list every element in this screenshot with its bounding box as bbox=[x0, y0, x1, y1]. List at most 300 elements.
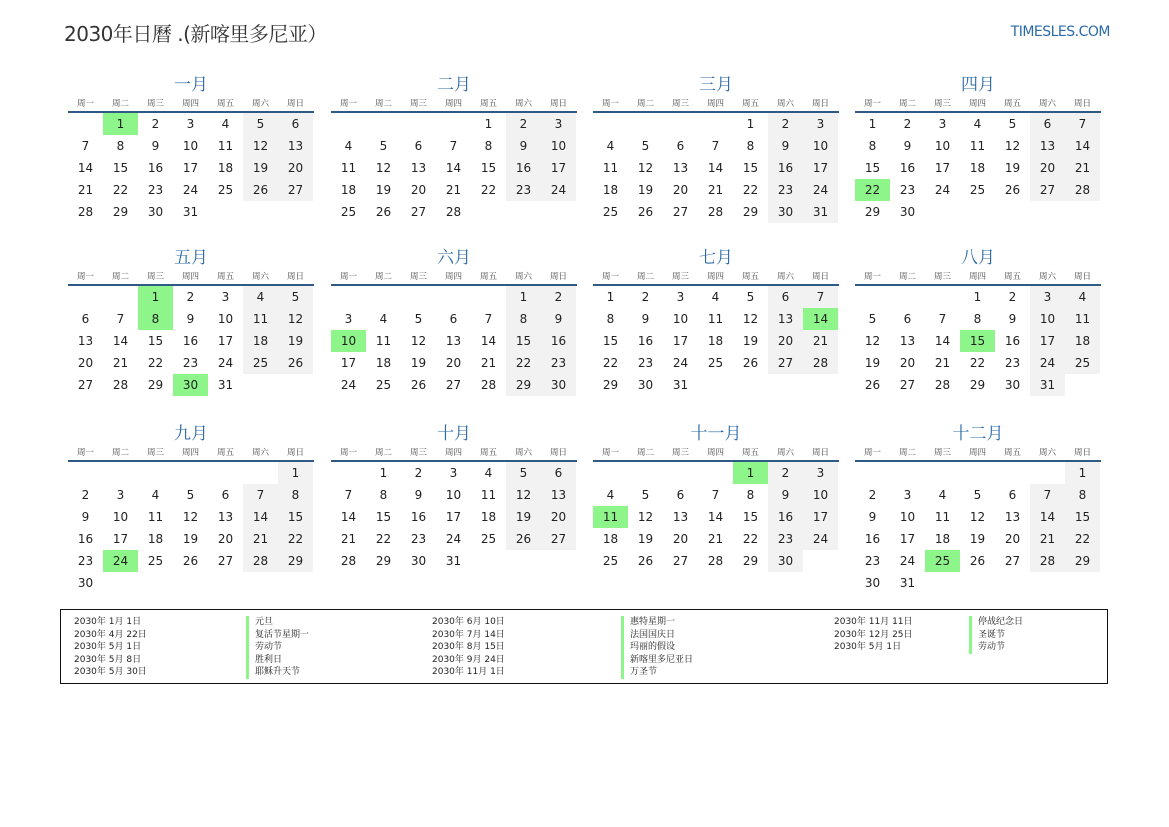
day-cell: 30 bbox=[768, 550, 803, 572]
day-cell: 24 bbox=[445, 532, 462, 546]
day-cell: 10 bbox=[445, 488, 462, 502]
weekday-header-row bbox=[68, 447, 314, 462]
day-cell: 10 bbox=[934, 139, 951, 153]
day-cell: 24 bbox=[340, 378, 357, 392]
day-cell: 12 bbox=[969, 510, 986, 524]
day-cell: 18 bbox=[480, 510, 497, 524]
empty-day-cell bbox=[366, 113, 401, 135]
day-cell: 6 bbox=[1030, 113, 1065, 135]
day-cell: 4 bbox=[151, 488, 160, 502]
day-cell: 13 bbox=[1004, 510, 1021, 524]
day-cell: 30 bbox=[1004, 378, 1021, 392]
day-cell: 26 bbox=[410, 378, 427, 392]
day-cell: 19 bbox=[410, 356, 427, 370]
empty-day-cell bbox=[138, 462, 173, 484]
day-cell: 17 bbox=[445, 510, 462, 524]
day-cell: 6 bbox=[676, 488, 685, 502]
weekday-label: 周三 bbox=[933, 99, 951, 109]
day-cell: 16 bbox=[1004, 334, 1021, 348]
day-cell: 14 bbox=[707, 161, 724, 175]
day-cell: 3 bbox=[449, 466, 458, 480]
days-grid bbox=[331, 113, 577, 223]
day-cell: 11 bbox=[480, 488, 497, 502]
legend-date: 2030年 5月 8日 bbox=[74, 654, 142, 665]
weekday-label: 周日 bbox=[811, 272, 829, 282]
day-cell: 27 bbox=[1004, 554, 1021, 568]
day-cell: 23 bbox=[541, 352, 576, 374]
days-grid bbox=[855, 462, 1101, 594]
weekday-label: 周三 bbox=[409, 448, 427, 458]
weekday-header-row bbox=[593, 98, 839, 113]
day-cell: 24 bbox=[803, 528, 838, 550]
day-cell: 6 bbox=[768, 286, 803, 308]
day-cell: 6 bbox=[449, 312, 458, 326]
legend-names-col-1 bbox=[246, 616, 309, 679]
day-cell: 16 bbox=[506, 157, 541, 179]
day-cell: 7 bbox=[938, 312, 947, 326]
day-cell: 2 bbox=[768, 462, 803, 484]
day-cell: 15 bbox=[742, 161, 759, 175]
weekday-label: 周日 bbox=[286, 272, 304, 282]
day-cell: 9 bbox=[186, 312, 195, 326]
day-cell: 21 bbox=[480, 356, 497, 370]
day-cell: 3 bbox=[676, 290, 685, 304]
day-cell: 28 bbox=[112, 378, 129, 392]
day-cell: 30 bbox=[410, 554, 427, 568]
weekday-label: 周四 bbox=[706, 99, 724, 109]
day-cell: 25 bbox=[480, 532, 497, 546]
legend-holiday-name: 复活节星期一 bbox=[255, 629, 310, 640]
day-cell: 22 bbox=[742, 183, 759, 197]
empty-day-cell bbox=[331, 286, 366, 308]
days-grid bbox=[68, 462, 314, 594]
day-cell: 1 bbox=[379, 466, 388, 480]
empty-day-cell bbox=[243, 462, 278, 484]
day-cell: 12 bbox=[742, 312, 759, 326]
empty-day-cell bbox=[925, 286, 960, 308]
day-cell: 20 bbox=[1004, 532, 1021, 546]
day-cell: 24 bbox=[934, 183, 951, 197]
weekday-label: 周五 bbox=[216, 448, 234, 458]
legend-holiday-name: 圣诞节 bbox=[978, 629, 1006, 640]
day-cell: 27 bbox=[445, 378, 462, 392]
weekday-label: 周三 bbox=[933, 448, 951, 458]
day-cell: 21 bbox=[707, 183, 724, 197]
day-cell: 9 bbox=[506, 135, 541, 157]
weekday-label: 周日 bbox=[811, 448, 829, 458]
day-cell: 16 bbox=[182, 334, 199, 348]
day-cell: 12 bbox=[182, 510, 199, 524]
day-cell: 30 bbox=[637, 378, 654, 392]
day-cell: 23 bbox=[410, 532, 427, 546]
day-cell: 16 bbox=[147, 161, 164, 175]
weekday-label: 周一 bbox=[863, 272, 881, 282]
day-cell: 20 bbox=[672, 532, 689, 546]
days-grid bbox=[68, 286, 314, 396]
empty-day-cell bbox=[995, 462, 1030, 484]
day-cell: 12 bbox=[278, 308, 313, 330]
day-cell: 31 bbox=[672, 378, 689, 392]
weekday-label: 周四 bbox=[181, 99, 199, 109]
day-cell: 19 bbox=[969, 532, 986, 546]
day-cell: 24 bbox=[803, 179, 838, 201]
day-cell: 7 bbox=[803, 286, 838, 308]
month-block bbox=[593, 74, 839, 223]
day-cell: 18 bbox=[1065, 330, 1100, 352]
day-cell: 10 bbox=[803, 484, 838, 506]
weekday-label: 周六 bbox=[1038, 99, 1056, 109]
day-cell: 12 bbox=[637, 161, 654, 175]
legend-date: 2030年 9月 24日 bbox=[432, 654, 505, 665]
day-cell: 13 bbox=[672, 161, 689, 175]
weekday-label: 周三 bbox=[146, 272, 164, 282]
day-cell: 3 bbox=[116, 488, 125, 502]
legend-date: 2030年 6月 10日 bbox=[432, 617, 505, 627]
day-cell: 22 bbox=[602, 356, 619, 370]
day-cell: 13 bbox=[278, 135, 313, 157]
day-cell: 9 bbox=[414, 488, 423, 502]
day-cell: 15 bbox=[112, 161, 129, 175]
day-cell: 3 bbox=[186, 117, 195, 131]
day-cell: 28 bbox=[340, 554, 357, 568]
day-cell: 18 bbox=[147, 532, 164, 546]
day-cell: 23 bbox=[637, 356, 654, 370]
day-cell: 22 bbox=[480, 183, 497, 197]
day-cell: 22 bbox=[278, 528, 313, 550]
day-cell: 25 bbox=[969, 183, 986, 197]
weekday-label: 周二 bbox=[636, 99, 654, 109]
day-cell: 2 bbox=[81, 488, 90, 502]
day-cell: 26 bbox=[637, 554, 654, 568]
weekday-label: 周一 bbox=[601, 99, 619, 109]
weekday-label: 周一 bbox=[339, 272, 357, 282]
weekday-label: 周四 bbox=[706, 272, 724, 282]
weekday-label: 周三 bbox=[409, 272, 427, 282]
day-cell: 13 bbox=[541, 484, 576, 506]
day-cell: 8 bbox=[484, 139, 493, 153]
day-cell: 13 bbox=[672, 510, 689, 524]
day-cell: 6 bbox=[676, 139, 685, 153]
empty-day-cell bbox=[103, 286, 138, 308]
day-cell: 15 bbox=[278, 506, 313, 528]
day-cell: 4 bbox=[973, 117, 982, 131]
day-cell: 30 bbox=[147, 205, 164, 219]
day-cell: 4 bbox=[938, 488, 947, 502]
weekday-label: 周三 bbox=[671, 99, 689, 109]
day-cell: 3 bbox=[541, 113, 576, 135]
empty-day-cell bbox=[663, 113, 698, 135]
day-cell: 4 bbox=[606, 139, 615, 153]
day-cell: 5 bbox=[746, 290, 755, 304]
weekday-header-row bbox=[855, 98, 1101, 113]
day-cell: 2 bbox=[414, 466, 423, 480]
day-cell: 29 bbox=[602, 378, 619, 392]
day-cell: 19 bbox=[637, 183, 654, 197]
day-cell: 17 bbox=[340, 356, 357, 370]
day-cell: 13 bbox=[217, 510, 234, 524]
day-cell: 9 bbox=[1008, 312, 1017, 326]
day-cell: 20 bbox=[410, 183, 427, 197]
days-grid bbox=[331, 286, 577, 396]
empty-day-cell bbox=[103, 462, 138, 484]
weekday-label: 周一 bbox=[601, 272, 619, 282]
empty-day-cell bbox=[1030, 462, 1065, 484]
weekday-header-row bbox=[331, 98, 577, 113]
day-cell: 23 bbox=[864, 554, 881, 568]
weekday-label: 周二 bbox=[111, 272, 129, 282]
day-cell: 28 bbox=[934, 378, 951, 392]
legend-dates-col-1 bbox=[74, 616, 147, 679]
empty-day-cell bbox=[890, 462, 925, 484]
day-cell: 26 bbox=[243, 179, 278, 201]
weekday-label: 周日 bbox=[286, 448, 304, 458]
day-cell: 16 bbox=[541, 330, 576, 352]
day-cell: 11 bbox=[375, 334, 392, 348]
day-cell: 12 bbox=[1004, 139, 1021, 153]
brand-link[interactable]: TIMESLES.COM bbox=[1010, 24, 1110, 40]
day-cell: 12 bbox=[506, 484, 541, 506]
day-cell: 15 bbox=[480, 161, 497, 175]
empty-day-cell bbox=[960, 462, 995, 484]
day-cell: 14 bbox=[77, 161, 94, 175]
day-cell: 24 bbox=[899, 554, 916, 568]
day-cell: 1 bbox=[506, 286, 541, 308]
day-cell: 19 bbox=[182, 532, 199, 546]
day-cell: 9 bbox=[81, 510, 90, 524]
day-cell: 10 bbox=[541, 135, 576, 157]
month-block bbox=[855, 247, 1101, 396]
days-grid bbox=[855, 113, 1101, 223]
day-cell: 18 bbox=[217, 161, 234, 175]
weekday-label: 周日 bbox=[1073, 272, 1091, 282]
empty-day-cell bbox=[855, 286, 890, 308]
day-cell: 3 bbox=[803, 113, 838, 135]
holiday-day-cell: 1 bbox=[138, 286, 173, 308]
days-grid bbox=[855, 286, 1101, 396]
month-name: 九月 bbox=[174, 424, 208, 444]
day-cell: 20 bbox=[899, 356, 916, 370]
day-cell: 7 bbox=[243, 484, 278, 506]
day-cell: 12 bbox=[864, 334, 881, 348]
day-cell: 2 bbox=[186, 290, 195, 304]
empty-day-cell bbox=[68, 462, 103, 484]
day-cell: 31 bbox=[1030, 374, 1065, 396]
day-cell: 19 bbox=[506, 506, 541, 528]
day-cell: 15 bbox=[742, 510, 759, 524]
day-cell: 29 bbox=[1065, 550, 1100, 572]
day-cell: 2 bbox=[768, 113, 803, 135]
day-cell: 28 bbox=[445, 205, 462, 219]
empty-day-cell bbox=[366, 286, 401, 308]
day-cell: 6 bbox=[81, 312, 90, 326]
empty-day-cell bbox=[663, 462, 698, 484]
day-cell: 23 bbox=[768, 179, 803, 201]
day-cell: 26 bbox=[969, 554, 986, 568]
day-cell: 14 bbox=[1030, 506, 1065, 528]
day-cell: 29 bbox=[742, 554, 759, 568]
days-grid bbox=[68, 113, 314, 223]
day-cell: 14 bbox=[340, 510, 357, 524]
day-cell: 15 bbox=[506, 330, 541, 352]
day-cell: 20 bbox=[278, 157, 313, 179]
day-cell: 26 bbox=[278, 352, 313, 374]
month-name: 四月 bbox=[961, 75, 995, 95]
weekday-label: 周一 bbox=[76, 272, 94, 282]
empty-day-cell bbox=[208, 462, 243, 484]
legend-date: 2030年 5月 1日 bbox=[74, 642, 142, 653]
day-cell: 16 bbox=[410, 510, 427, 524]
weekday-header-row bbox=[68, 98, 314, 113]
day-cell: 31 bbox=[899, 576, 916, 590]
holiday-day-cell: 22 bbox=[855, 179, 890, 201]
days-grid bbox=[593, 462, 839, 572]
day-cell: 21 bbox=[803, 330, 838, 352]
weekday-label: 周五 bbox=[741, 99, 759, 109]
day-cell: 21 bbox=[1030, 528, 1065, 550]
weekday-label: 周五 bbox=[1003, 448, 1021, 458]
legend-date: 2030年 8月 15日 bbox=[432, 642, 505, 653]
day-cell: 7 bbox=[344, 488, 353, 502]
day-cell: 17 bbox=[217, 334, 234, 348]
day-cell: 4 bbox=[344, 139, 353, 153]
weekday-header-row bbox=[331, 447, 577, 462]
day-cell: 25 bbox=[602, 554, 619, 568]
weekday-label: 周三 bbox=[671, 448, 689, 458]
day-cell: 4 bbox=[484, 466, 493, 480]
weekday-label: 周六 bbox=[251, 272, 269, 282]
empty-day-cell bbox=[471, 286, 506, 308]
day-cell: 23 bbox=[182, 356, 199, 370]
day-cell: 27 bbox=[768, 352, 803, 374]
day-cell: 15 bbox=[864, 161, 881, 175]
weekday-label: 周日 bbox=[549, 448, 567, 458]
day-cell: 21 bbox=[112, 356, 129, 370]
days-grid bbox=[593, 113, 839, 223]
day-cell: 18 bbox=[969, 161, 986, 175]
day-cell: 22 bbox=[969, 356, 986, 370]
day-cell: 9 bbox=[151, 139, 160, 153]
day-cell: 28 bbox=[1065, 179, 1100, 201]
day-cell: 4 bbox=[243, 286, 278, 308]
weekday-label: 周一 bbox=[863, 448, 881, 458]
weekday-header-row bbox=[331, 271, 577, 286]
day-cell: 16 bbox=[637, 334, 654, 348]
weekday-label: 周四 bbox=[968, 99, 986, 109]
day-cell: 29 bbox=[864, 205, 881, 219]
day-cell: 22 bbox=[742, 532, 759, 546]
day-cell: 17 bbox=[803, 506, 838, 528]
month-name: 二月 bbox=[437, 75, 471, 95]
day-cell: 5 bbox=[506, 462, 541, 484]
weekday-label: 周四 bbox=[444, 99, 462, 109]
day-cell: 28 bbox=[707, 205, 724, 219]
day-cell: 12 bbox=[243, 135, 278, 157]
weekday-label: 周二 bbox=[374, 448, 392, 458]
month-name: 十二月 bbox=[952, 424, 1004, 444]
day-cell: 8 bbox=[868, 139, 877, 153]
day-cell: 27 bbox=[410, 205, 427, 219]
legend-holiday-name: 劳动节 bbox=[255, 642, 283, 653]
day-cell: 25 bbox=[1065, 352, 1100, 374]
day-cell: 10 bbox=[803, 135, 838, 157]
day-cell: 8 bbox=[1065, 484, 1100, 506]
weekday-label: 周五 bbox=[1003, 272, 1021, 282]
weekday-label: 周三 bbox=[146, 99, 164, 109]
month-block bbox=[331, 423, 577, 572]
day-cell: 10 bbox=[899, 510, 916, 524]
weekday-label: 周一 bbox=[339, 99, 357, 109]
day-cell: 25 bbox=[147, 554, 164, 568]
day-cell: 2 bbox=[1008, 290, 1017, 304]
legend-holiday-name: 元旦 bbox=[255, 617, 274, 627]
day-cell: 12 bbox=[637, 510, 654, 524]
day-cell: 9 bbox=[768, 135, 803, 157]
holiday-day-cell: 1 bbox=[733, 462, 768, 484]
day-cell: 23 bbox=[77, 554, 94, 568]
weekday-label: 周六 bbox=[514, 448, 532, 458]
day-cell: 1 bbox=[278, 462, 313, 484]
day-cell: 31 bbox=[217, 378, 234, 392]
day-cell: 10 bbox=[217, 312, 234, 326]
weekday-label: 周五 bbox=[216, 272, 234, 282]
day-cell: 3 bbox=[1030, 286, 1065, 308]
weekday-label: 周六 bbox=[514, 99, 532, 109]
day-cell: 5 bbox=[973, 488, 982, 502]
weekday-label: 周三 bbox=[671, 272, 689, 282]
day-cell: 28 bbox=[480, 378, 497, 392]
weekday-header-row bbox=[855, 271, 1101, 286]
day-cell: 13 bbox=[1030, 135, 1065, 157]
day-cell: 14 bbox=[934, 334, 951, 348]
empty-day-cell bbox=[331, 462, 366, 484]
day-cell: 15 bbox=[1065, 506, 1100, 528]
weekday-label: 周六 bbox=[776, 448, 794, 458]
day-cell: 27 bbox=[672, 205, 689, 219]
weekday-label: 周日 bbox=[549, 272, 567, 282]
day-cell: 25 bbox=[217, 183, 234, 197]
day-cell: 30 bbox=[899, 205, 916, 219]
day-cell: 27 bbox=[899, 378, 916, 392]
day-cell: 14 bbox=[1065, 135, 1100, 157]
weekday-label: 周四 bbox=[181, 272, 199, 282]
weekday-label: 周二 bbox=[898, 448, 916, 458]
weekday-label: 周五 bbox=[1003, 99, 1021, 109]
day-cell: 25 bbox=[707, 356, 724, 370]
weekday-label: 周二 bbox=[898, 99, 916, 109]
day-cell: 4 bbox=[379, 312, 388, 326]
day-cell: 18 bbox=[243, 330, 278, 352]
day-cell: 7 bbox=[1030, 484, 1065, 506]
day-cell: 29 bbox=[506, 374, 541, 396]
day-cell: 8 bbox=[506, 308, 541, 330]
day-cell: 8 bbox=[379, 488, 388, 502]
day-cell: 27 bbox=[77, 378, 94, 392]
month-name: 六月 bbox=[437, 248, 471, 268]
day-cell: 22 bbox=[1065, 528, 1100, 550]
day-cell: 23 bbox=[506, 179, 541, 201]
month-name: 十一月 bbox=[690, 424, 742, 444]
empty-day-cell bbox=[173, 462, 208, 484]
month-name: 一月 bbox=[174, 75, 208, 95]
month-block bbox=[68, 74, 314, 223]
empty-day-cell bbox=[593, 462, 628, 484]
day-cell: 19 bbox=[278, 330, 313, 352]
day-cell: 10 bbox=[672, 312, 689, 326]
weekday-label: 周四 bbox=[968, 272, 986, 282]
day-cell: 18 bbox=[602, 183, 619, 197]
day-cell: 20 bbox=[77, 356, 94, 370]
weekday-label: 周五 bbox=[479, 448, 497, 458]
